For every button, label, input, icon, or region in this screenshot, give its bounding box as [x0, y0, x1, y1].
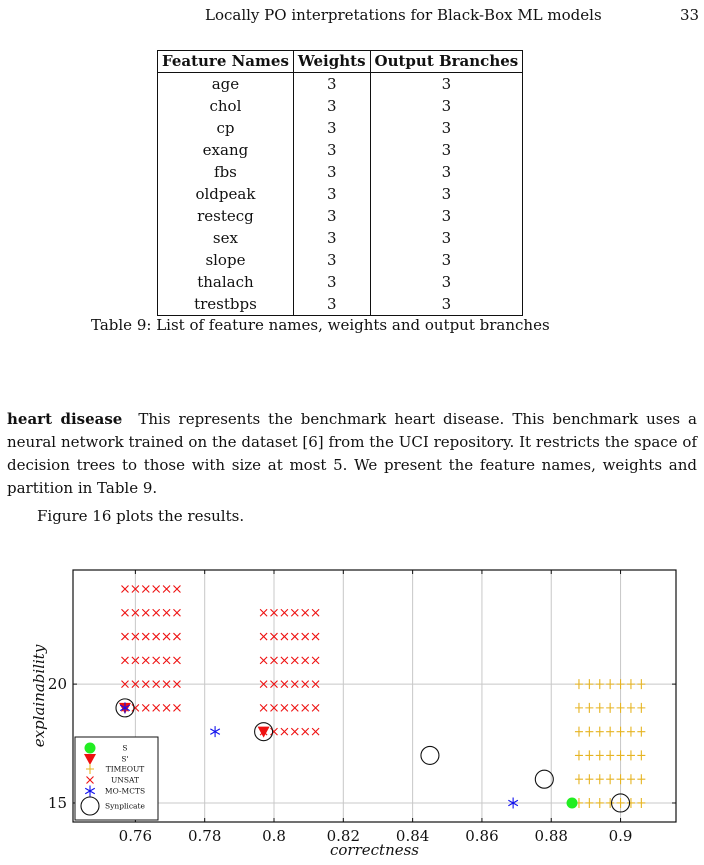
data-point-unsat	[260, 609, 267, 616]
running-title: Locally PO interpretations for Black-Box ML models	[205, 6, 602, 24]
x-tick-label: 0.76	[118, 827, 153, 845]
series-unsat	[121, 586, 319, 736]
table-cell: thalach	[158, 271, 294, 293]
data-point-unsat	[312, 704, 319, 711]
table-row	[158, 205, 523, 227]
data-point-timeout	[606, 679, 614, 689]
feature-table	[157, 50, 523, 316]
data-point-timeout	[596, 727, 604, 737]
table-row	[158, 249, 523, 271]
data-point-s	[85, 743, 96, 754]
table-cell: chol	[158, 95, 294, 117]
table-cell: 3	[370, 249, 523, 271]
data-point-unsat	[153, 633, 160, 640]
table-row	[158, 95, 523, 117]
series-synplicate	[116, 699, 630, 812]
data-point-unsat	[260, 633, 267, 640]
data-point-unsat	[281, 657, 288, 664]
data-point-unsat	[121, 633, 128, 640]
data-point-s	[567, 797, 578, 808]
data-point-timeout	[606, 798, 614, 808]
data-point-unsat	[291, 704, 298, 711]
paragraph-text: This represents the benchmark heart disease. This benchmark uses a neural network trained on the dataset [6] from the UCI repository. It restricts the space of decision trees to those with size at most 5. We present the feature names, weights and partition in Table 9.	[7, 410, 697, 497]
data-point-unsat	[173, 586, 180, 593]
table-cell: 3	[293, 293, 370, 316]
data-point-unsat	[173, 609, 180, 616]
data-point-unsat	[121, 657, 128, 664]
table-cell: oldpeak	[158, 183, 294, 205]
data-point-unsat	[173, 633, 180, 640]
column-header: Output Branches	[370, 51, 523, 73]
table-row	[158, 293, 523, 316]
table-cell: cp	[158, 117, 294, 139]
table-cell: slope	[158, 249, 294, 271]
data-point-timeout	[637, 798, 645, 808]
data-point-timeout	[585, 774, 593, 784]
table-cell: 3	[370, 117, 523, 139]
data-point-unsat	[281, 609, 288, 616]
data-point-unsat	[163, 586, 170, 593]
table-cell: 3	[370, 271, 523, 293]
data-point-timeout	[575, 679, 583, 689]
table-cell: 3	[370, 161, 523, 183]
data-point-timeout	[627, 798, 635, 808]
table-cell: 3	[293, 161, 370, 183]
series-mo-mcts	[120, 702, 518, 808]
table-cell: 3	[370, 205, 523, 227]
data-point-unsat	[302, 657, 309, 664]
data-point-timeout	[596, 798, 604, 808]
data-point-unsat	[121, 609, 128, 616]
series-timeout	[575, 679, 645, 808]
figure-16-chart	[0, 555, 704, 865]
column-header: Feature Names	[158, 51, 294, 73]
y-tick-label: 20	[47, 675, 67, 694]
data-point-timeout	[637, 727, 645, 737]
table-cell: sex	[158, 227, 294, 249]
table-cell: restecg	[158, 205, 294, 227]
table-row	[158, 117, 523, 139]
data-point-unsat	[281, 704, 288, 711]
data-point-unsat	[302, 633, 309, 640]
data-point-timeout	[606, 703, 614, 713]
x-tick-label: 0.86	[465, 827, 499, 845]
table-cell: 3	[370, 73, 523, 96]
data-point-timeout	[637, 750, 645, 760]
data-point-timeout	[606, 727, 614, 737]
data-point-timeout	[617, 750, 625, 760]
data-point-timeout	[596, 703, 604, 713]
table-caption: Table 9: List of feature names, weights and output branches	[91, 316, 550, 334]
table-cell: 3	[293, 227, 370, 249]
data-point-unsat	[142, 586, 149, 593]
data-point-timeout	[575, 774, 583, 784]
data-point-timeout	[585, 750, 593, 760]
data-point-unsat	[142, 704, 149, 711]
body-paragraph	[7, 408, 697, 500]
table-row	[158, 227, 523, 249]
data-point-timeout	[585, 727, 593, 737]
legend	[75, 737, 158, 820]
data-point-timeout	[585, 679, 593, 689]
x-tick-label: 0.84	[395, 827, 430, 845]
x-axis-label: correctness	[329, 841, 420, 859]
data-point-timeout	[606, 750, 614, 760]
data-point-timeout	[585, 703, 593, 713]
data-point-unsat	[163, 633, 170, 640]
data-point-unsat	[121, 586, 128, 593]
data-point-unsat	[281, 633, 288, 640]
data-point-unsat	[302, 728, 309, 735]
data-point-timeout	[627, 703, 635, 713]
table-cell: 3	[293, 183, 370, 205]
paragraph-heading: heart disease	[7, 410, 123, 428]
data-point-unsat	[312, 633, 319, 640]
legend-label: Synplicate	[105, 801, 145, 811]
data-point-synplicate	[421, 746, 439, 764]
y-axis-label: explainability	[30, 644, 48, 748]
table-cell: 3	[370, 227, 523, 249]
data-point-unsat	[153, 704, 160, 711]
data-point-unsat	[153, 586, 160, 593]
table-cell: trestbps	[158, 293, 294, 316]
data-point-unsat	[302, 704, 309, 711]
data-point-timeout	[575, 727, 583, 737]
table-cell: 3	[293, 117, 370, 139]
data-point-unsat	[302, 609, 309, 616]
data-point-unsat	[173, 657, 180, 664]
data-point-unsat	[291, 633, 298, 640]
data-point-unsat	[312, 728, 319, 735]
table-cell: 3	[293, 249, 370, 271]
table-cell: exang	[158, 139, 294, 161]
table-cell: age	[158, 73, 294, 96]
data-point-timeout	[617, 679, 625, 689]
data-point-mo-mcts	[210, 726, 220, 737]
data-point-timeout	[627, 679, 635, 689]
data-point-timeout	[596, 774, 604, 784]
data-point-timeout	[585, 798, 593, 808]
table-cell: 3	[293, 205, 370, 227]
data-point-timeout	[606, 774, 614, 784]
x-tick-label: 0.82	[326, 827, 361, 845]
table-cell: fbs	[158, 161, 294, 183]
data-point-unsat	[153, 657, 160, 664]
x-tick-label: 0.8	[262, 827, 286, 845]
table-cell: 3	[370, 183, 523, 205]
data-point-timeout	[596, 679, 604, 689]
x-tick-label: 0.88	[534, 827, 568, 845]
table-cell: 3	[293, 73, 370, 96]
column-header: Weights	[293, 51, 370, 73]
data-point-unsat	[142, 633, 149, 640]
data-point-timeout	[627, 774, 635, 784]
series-s-	[119, 703, 270, 738]
table-row	[158, 139, 523, 161]
data-point-unsat	[260, 704, 267, 711]
y-tick-label: 15	[47, 793, 67, 812]
data-point-unsat	[281, 728, 288, 735]
page-number: 33	[680, 6, 700, 24]
data-point-unsat	[260, 657, 267, 664]
data-point-timeout	[637, 703, 645, 713]
data-point-timeout	[627, 750, 635, 760]
data-point-unsat	[153, 609, 160, 616]
table-cell: 3	[293, 95, 370, 117]
x-tick-label: 0.78	[187, 827, 222, 845]
legend-label: MO-MCTS	[104, 786, 146, 796]
plot-frame	[73, 570, 676, 822]
table-header-row	[158, 51, 523, 73]
data-point-timeout	[617, 774, 625, 784]
data-point-timeout	[627, 727, 635, 737]
data-point-unsat	[163, 609, 170, 616]
table-row	[158, 73, 523, 96]
data-point-unsat	[312, 609, 319, 616]
legend-label: S'	[121, 754, 129, 764]
data-point-timeout	[617, 703, 625, 713]
data-point-timeout	[617, 727, 625, 737]
data-point-unsat	[291, 657, 298, 664]
table-cell: 3	[370, 95, 523, 117]
legend-label: TIMEOUT	[105, 764, 145, 774]
data-point-timeout	[617, 798, 625, 808]
x-tick-label: 0.9	[608, 827, 633, 845]
data-point-unsat	[312, 657, 319, 664]
data-point-timeout	[575, 703, 583, 713]
data-point-unsat	[142, 657, 149, 664]
table-cell: 3	[370, 293, 523, 316]
data-point-unsat	[163, 704, 170, 711]
data-point-synplicate	[535, 770, 553, 788]
data-point-timeout	[637, 774, 645, 784]
data-point-unsat	[173, 704, 180, 711]
legend-label: UNSAT	[110, 775, 140, 785]
page-header	[0, 6, 704, 28]
data-point-unsat	[163, 657, 170, 664]
data-point-unsat	[142, 609, 149, 616]
data-point-timeout	[575, 750, 583, 760]
data-point-timeout	[596, 750, 604, 760]
table-row	[158, 271, 523, 293]
data-point-timeout	[637, 679, 645, 689]
table-row	[158, 183, 523, 205]
table-row	[158, 161, 523, 183]
data-point-unsat	[291, 728, 298, 735]
legend-label: S	[122, 743, 128, 753]
series-s	[567, 797, 578, 808]
table-cell: 3	[370, 139, 523, 161]
body-paragraph-2: Figure 16 plots the results.	[37, 507, 245, 525]
table-cell: 3	[293, 271, 370, 293]
data-point-unsat	[291, 609, 298, 616]
data-point-s-prime	[258, 727, 270, 738]
table-cell: 3	[293, 139, 370, 161]
